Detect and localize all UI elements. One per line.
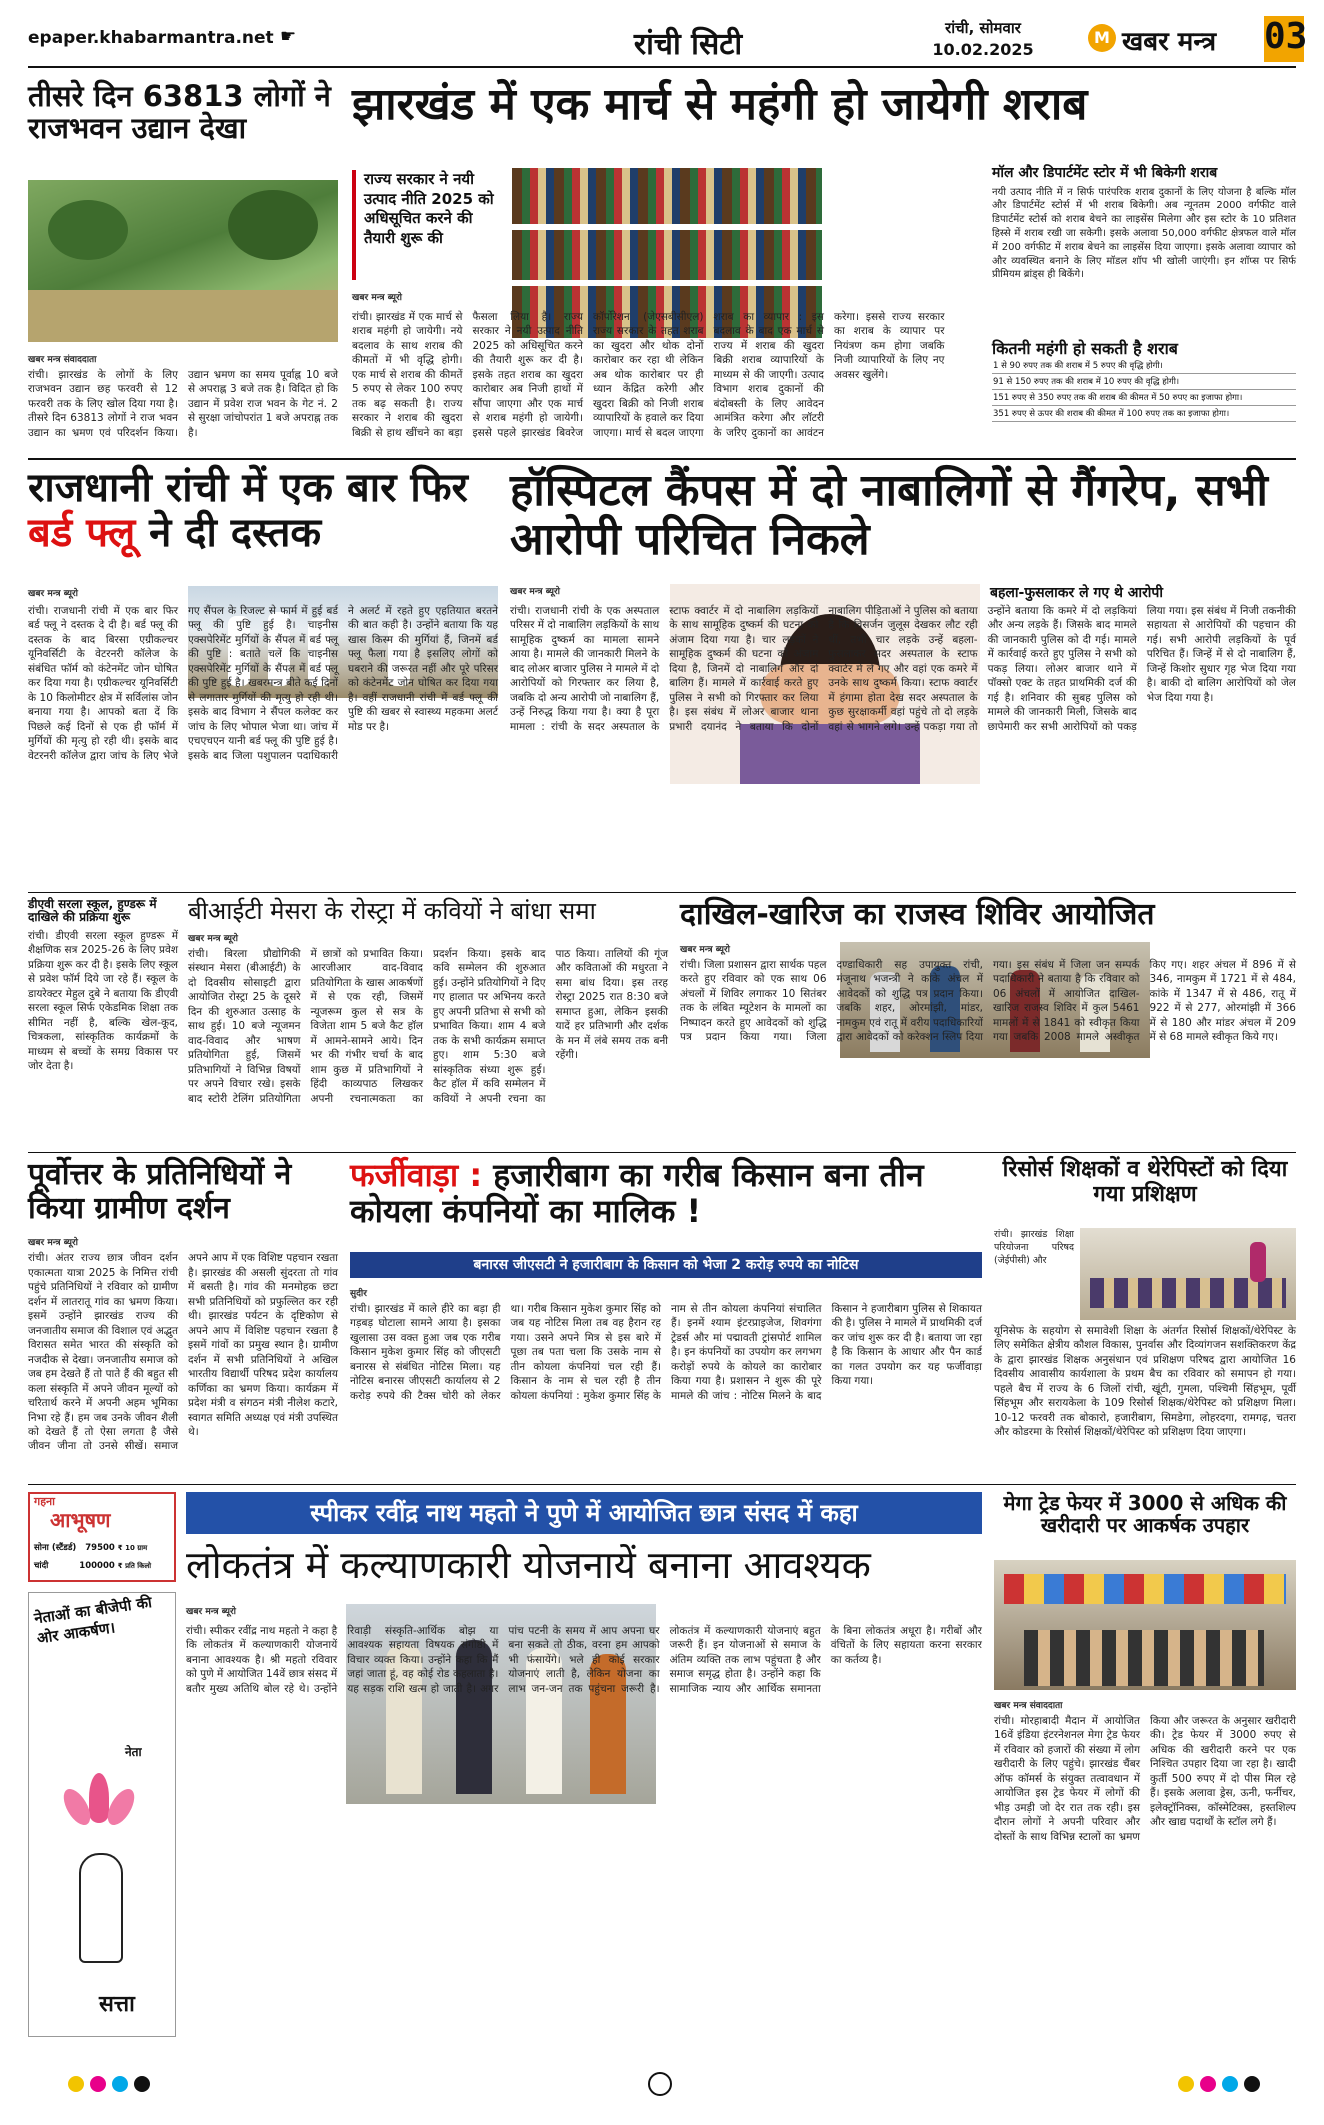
article-speaker: [186, 1492, 982, 2040]
sidebar-body: नयी उत्पाद नीति में न सिर्फ पारंपरिक शराब दुकानों के लिए योजना है बल्कि मॉल और डिपार्टमेंट स्टोर्स में भी शराब बिकेगी। अब न्यूनतम 2000 वर्गफीट वाले डिपार्टमेंट स्टोर्स को शराब बेचने का लाइसेंस मिलेगा और इस स्टोर के 10 प्रतिशत हिस्से में शराब रखी जा सकेगी। इसके अलावा 50,000 वर्गफीट क्षेत्रफल वाले मॉल में 200 वर्गफीट में शराब बेचने का लाइसेंस दिया जाएगा। इसके अलावा व्यापार को और व्यवस्थित बनाने के लिए मॉडल शॉप भी खोली जाएंगी। इन शॉप्स पर सिर्फ प्रीमियम ब्रांड्स ही बिकेंगे।: [992, 186, 1296, 281]
gold-label: सोना (स्टैंडर्ड): [34, 1543, 77, 1553]
trade-fair-photo: [994, 1560, 1296, 1690]
headline: झारखंड में एक मार्च से महंगी हो जायेगी शराब: [352, 79, 1088, 130]
article-rajbhavan: [28, 80, 338, 452]
edition-city-day: रांची, सोमवार: [945, 19, 1021, 37]
article-trade-fair: [994, 1492, 1296, 2040]
headline: डीएवी सरला स्कूल, हुण्डरू में दाखिले की प्रक्रिया शुरू: [28, 897, 157, 925]
price-row: 1 से 90 रुपए तक की शराब में 5 रुपए की वृद्धि होगी।: [992, 358, 1296, 374]
silver-value: 100000: [79, 1561, 115, 1571]
article-gangrape: [510, 466, 1296, 886]
silver-label: चांदी: [34, 1561, 49, 1571]
byline: खबर मन्त्र ब्यूरो: [186, 1607, 236, 1617]
price-row: 351 रुपए से ऊपर की शराब की कीमत में 100 रुपए तक का इजाफा होगा।: [992, 405, 1296, 421]
divider: [28, 458, 1296, 460]
article-body: रांची। बिरला प्रौद्योगिकी संस्थान मेसरा (बीआईटी) के दो दिवसीय सोसाइटी द्वारा आयोजित रोस्ट्रा 25 के दूसरे दिन की शुरुआत उत्साह के साथ हुई। 10 बजे न्यूजमन वाद-विवाद और भाषण प्रतियोगिता हुई, जिसमें प्रतिभागियों ने विभिन्न विषयों पर अपने विचार रखे। इसके बाद स्टोरी टेलिंग प्रतियोगिता में छात्रों को प्रभावित किया। आरजीआर वाद-विवाद प्रतियोगिता के खास आकर्षणों में से एक रही, जिसमें न्यूजरूम कुल से सत्र के विजेता शाम 5 बजे कैट हॉल में आमने-सामने आये। दिन भर की गंभीर चर्चा के बाद शाम कुछ में प्रतिभागियों ने हिंदी काव्यपाठ लिखकर अपनी रचनात्मकता का प्रदर्शन किया। इसके बाद कवि सम्मेलन की शुरुआत हुई। उन्होंने प्रतियोगियों ने दिए गए हालात पर अभिनय करते हुए अपनी प्रतिभा से सभी को प्रभावित किया। शाम 4 बजे तक के सभी कार्यक्रम समाप्त हुए। शाम 5:30 बजे सांस्कृतिक संध्या शुरू हुई। कैट हॉल में कवि सम्मेलन में कवियों ने अपनी रचना का पाठ किया। तालियों की गूंज और कविताओं की मधुरता ने समा बांध दिया। इस तरह रोस्ट्रा 2025 रात 8:30 बजे समाप्त हुआ, लेकिन इसकी यादें हर प्रतिभागी और दर्शक के मन में लंबे समय तक बनी रहेंगी।: [188, 947, 668, 1105]
byline: खबर मन्त्र ब्यूरो: [510, 587, 560, 597]
sidebar-mall: [992, 166, 1296, 452]
price-row: 91 से 150 रुपए तक की शराब में 10 रुपए की वृद्धि होगी।: [992, 373, 1296, 389]
headline: रिसोर्स शिक्षकों व थेरेपिस्टों को दिया गया प्रशिक्षण: [1002, 1157, 1288, 1207]
headline: मेगा ट्रेड फेयर में 3000 से अधिक की खरीदारी पर आकर्षक उपहार: [1003, 1491, 1287, 1538]
byline: खबर मन्त्र संवाददाता: [28, 355, 97, 365]
article-liquor: [352, 80, 1296, 452]
headline: दाखिल-खारिज का राजस्व शिविर आयोजित: [680, 897, 1155, 932]
brand-top: गहना: [34, 1495, 55, 1508]
headline: राजधानी रांची में एक बार फिर बर्ड फ्लू ने दी दस्तक: [28, 465, 468, 556]
cartoon-label-right: नेता: [125, 1745, 142, 1759]
article-body: रांची। राजधानी रांची में एक बार फिर बर्ड फ्लू ने दस्तक दे दी है। बर्ड फ्लू की दस्तक के बाद बिरसा एग्रीकल्चर यूनिवर्सिटी के वेटरनरी कॉलेज के संबंधित फॉर्म को कंटेनमेंट जोन घोषित कर दिया गया है। एग्रीकल्चर यूनिवर्सिटी के 10 किलोमीटर क्षेत्र में सर्विलांस जोन बनाया गया है। आपको बता दें कि पिछले कई दिनों से एक ही फॉर्म में मुर्गियों की मृत्यु हो रही थी। इसके बाद वेटरनरी कॉलेज द्वारा जांच के लिए भेजे गए सैंपल के रिजल्ट से फार्म में हुई बर्ड फ्लू की पुष्टि हुई है। चाइनीस एक्सपेरिमेंट मुर्गियों के सैंपल में बर्ड फ्लू की पुष्टि : बताते चलें कि चाइनीस एक्सपेरिमेंट मुर्गियों के सैंपल में बर्ड फ्लू की पुष्टि हुई है। खबरमन्त्र बीते कई दिनों से लगातार मुर्गियों की मृत्यु हो रही थी। इसके बाद विभाग ने सैंपल कलेक्ट कर जांच के लिए भोपाल भेजा था। जांच में एचएचएन यानी बर्ड फ्लू की पुष्टि हुई है। इसके बाद जिला पशुपालन पदाधिकारी ने अलर्ट में रहते हुए एहतियात बरतने की बात कही है। उन्होंने बताया कि यह खास किस्म की मुर्गियां हैं, जिनमें बर्ड फ्लू फैला गया है इसलिए लोगों को घबराने की जरूरत नहीं और पूरे परिसर को कंटेनमेंट जोन घोषित कर दिया गया है। वहीं राजधानी रांची में बर्ड फ्लू की पुष्टि की खबर से स्वास्थ्य महकमा अलर्ट मोड पर है।: [28, 605, 498, 762]
garden-photo: [28, 180, 338, 342]
article-revenue-camp: [680, 898, 1296, 1148]
article-farmer-fraud: [350, 1158, 982, 1478]
price-table: [992, 358, 1296, 422]
divider: [28, 1152, 1296, 1153]
brand-name: आभूषण: [50, 1508, 111, 1532]
article-body: रांची। झारखंड में एक मार्च से शराब महंगी हो जायेगी। नये बदलाव के साथ शराब की कीमतों में भी वृद्धि होगी। एक मार्च से शराब की कीमतें 5 रुपए से लेकर 100 रुपए तक बढ़ सकती है। राज्य सरकार ने शराब की खुदरा बिक्री से हाथ खींचने का बड़ा फैसला लिया है। राज्य सरकार ने नयी उत्पाद नीति 2025 को अधिसूचित करने की तैयारी शुरू कर दी है। इसके तहत शराब का खुदरा कारोबार अब निजी हाथों में सौंपा जाएगा और एक मार्च से शराब महंगी हो जायेगी। इससे पहले झारखंड बिवरेज कॉर्पोरेशन (जेएसबीसीएल) राज्य सरकार के तहत शराब का खुदरा और थोक दोनों कारोबार कर रहा थी लेकिन अब थोक कारोबार पर ही ध्यान केंद्रित करेगी और खुदरा बिक्री को निजी शराब व्यापारियों के हवाले कर दिया जाएगा। मार्च से बदल जाएगा शराब का व्यापार : इस बदलाव के बाद एक मार्च से राज्य में शराब की खुदरा बिक्री शराब व्यापारियों के माध्यम से की जाएगी। उत्पाद विभाग शराब दुकानों की बंदोबस्ती के लिए आवेदन आमंत्रित करेगा और लॉटरी के जरिए दुकानों का आवंटन करेगा। इससे राज्य सरकार का शराब के व्यापार पर नियंत्रण कम होगा जबकि निजी व्यापारियों के लिए नए अवसर खुलेंगे।: [352, 311, 945, 439]
byline: खबर मन्त्र ब्यूरो: [680, 945, 730, 955]
cartoon: [28, 1592, 176, 2037]
registration-target-icon: [648, 2072, 672, 2096]
gold-value: 79500: [85, 1543, 115, 1553]
article-resource-teachers: [994, 1158, 1296, 1478]
cartoon-label-left: सत्ता: [99, 1992, 135, 2017]
sidebar-headline: मॉल और डिपार्टमेंट स्टोर में भी बिकेगी शराब: [992, 165, 1218, 181]
byline: खबर मन्त्र ब्यूरो: [28, 1238, 78, 1249]
article-dav-school: [28, 898, 178, 1148]
byline: सुदीर: [350, 1289, 367, 1299]
price-row: 151 रुपए से 350 रुपए तक की शराब की कीमत में 50 रुपए का इजाफा होगा।: [992, 389, 1296, 405]
byline: खबर मन्त्र ब्यूरो: [352, 293, 402, 303]
article-northeast: [28, 1158, 338, 1478]
footer-registration-marks: [28, 2070, 1296, 2100]
headline: लोकतंत्र में कल्याणकारी योजनायें बनाना आवश्यक: [186, 1543, 871, 1587]
headline: बीआईटी मेसरा के रोस्ट्रा में कवियों ने बांधा समा: [188, 897, 596, 925]
masthead: [28, 12, 1308, 68]
headline: फर्जीवाड़ा : हजारीबाग का गरीब किसान बना तीन कोयला कंपनियों का मालिक !: [350, 1156, 924, 1230]
byline: रांची। झारखंड शिक्षा परियोजना परिषद (जेईपीसी) और: [994, 1229, 1074, 1267]
byline: खबर मन्त्र ब्यूरो: [28, 589, 78, 599]
divider: [28, 892, 1296, 893]
cursor-icon: ☛: [280, 26, 297, 47]
epaper-url[interactable]: epaper.khabarmantra.net: [28, 28, 274, 48]
gold-rate-box: [28, 1492, 176, 1582]
training-photo: [1080, 1228, 1296, 1320]
article-bit-mesra: [188, 898, 668, 1148]
silver-unit: ₹ प्रति किलो: [117, 1562, 152, 1570]
divider: [28, 1484, 1296, 1485]
lotus-icon: [59, 1773, 139, 1833]
headline: तीसरे दिन 63813 लोगों ने राजभवन उद्यान देखा: [28, 79, 331, 146]
article-body: रांची। झारखंड में काले हीरे का बड़ा ही गड़बड़ घोटाला सामने आया है। इसका खुलासा उस वक्त हुआ जब एक गरीब किसान मुकेश कुमार सिंह को जीएसटी बनारस से संबंधित नोटिस मिला। यह नोटिस बनारस जीएसटी कार्यालय से 2 करोड़ रुपये की टैक्स चोरी को लेकर था। गरीब किसान मुकेश कुमार सिंह को जब यह नोटिस मिला तब वह हैरान रह गया। उसने अपने मित्र से इस बारे में पूछा तब पता चला कि उसके नाम से तीन कोयला कंपनियां चल रही हैं। किसान के नाम से चल रही है तीन कोयला कंपनियां : मुकेश कुमार सिंह के नाम से तीन कोयला कंपनियां संचालित हैं। इनमें श्याम इंटरप्राइजेज, शिवगंगा ट्रेडर्स और मां पद्मावती ट्रांसपोर्ट शामिल है। इन कंपनियों का उपयोग कर लगभग करोड़ों रुपये के कोयले का कारोबार किया गया है। प्रशासन ने शुरू की पूरे मामले की जांच : नोटिस मिलने के बाद किसान ने हजारीबाग पुलिस से शिकायत की है। पुलिस ने मामले में प्राथमिकी दर्ज कर जांच शुरू कर दी है। बताया जा रहा है कि किसान के आधार और पैन कार्ड का गलत उपयोग कर यह फर्जीवाड़ा किया गया।: [350, 1303, 982, 1402]
subhead-band: बनारस जीएसटी ने हजारीबाग के किसान को भेजा 2 करोड़ रुपये का नोटिस: [350, 1252, 982, 1278]
kicker: राज्य सरकार ने नयी उत्पाद नीति 2025 को अधिसूचित करने की तैयारी शुरू की: [352, 170, 502, 280]
byline: खबर मन्त्र संवाददाता: [994, 1701, 1063, 1711]
article-body: रांची। राजधानी रांची के एक अस्पताल परिसर में दो नाबालिग लड़कियों के साथ सामूहिक दुष्कर्म का मामला सामने आया है। मामले की जानकारी मिलने के बाद लोअर बाजार पुलिस ने मामले में दो आरोपियों को गिरफ्तार कर लिया है, जबकि दो अन्य आरोपी जो नाबालिग हैं, उन्हें निरुद्ध किया गया है। क्या है पूरा मामला : रांची के सदर अस्पताल के स्टाफ क्वार्टर में दो नाबालिग लड़कियों के साथ सामूहिक दुष्कर्म की घटना को अंजाम दिया गया है। चार लड़कों ने सामूहिक दुष्कर्म की घटना को अंजाम दिया है, जिनमें दो नाबालिग और दो बालिग हैं। मामले में कार्रवाई करते हुए पुलिस ने सभी को गिरफ्तार कर लिया है। इस संबंध में लोअर बाजार थाना प्रभारी दयानंद ने बताया कि दोनों नाबालिग पीड़िताओं ने पुलिस को बताया है कि विसर्जन जुलूस देखकर लौट रही थीं, तभी चार लड़के उन्हें बहला-फुसलाकर सदर अस्पताल के स्टाफ क्वार्टर में ले गए और वहां एक कमरे में उनके साथ दुष्कर्म किया। स्टाफ क्वार्टर में हंगामा होता देख सदर अस्पताल के कुछ सुरक्षाकर्मी वहां पहुंचे तो दो लड़के वहां से भागने लगे। उन्हें पकड़ा गया तो उन्होंने बताया कि कमरे में दो लड़कियां और अन्य लड़के हैं। जिसके बाद मामले की जानकारी पुलिस को दी गई। मामले में कार्रवाई करते हुए पुलिस ने सभी को पकड़ लिया। लोअर बाजार थाने में पॉक्सो एक्ट के तहत प्राथमिकी दर्ज की गई है। शनिवार की सुबह पुलिस को मामले की जानकारी मिली, जिसके बाद छापेमारी कर सभी आरोपियों को पकड़ लिया गया। इस संबंध में निजी तकनीकी सहायता से आरोपियों की पहचान की गई। सभी आरोपी लड़कियों के पूर्व परिचित हैं। जिन्हें में से दो नाबालिग हैं, जिन्हें किशोर सुधार गृह भेज दिया गया है। बाकी दो बालिग आरोपियों को जेल भेज दिया गया है।: [510, 605, 1296, 733]
article-body: रांची। अंतर राज्य छात्र जीवन दर्शन एकात्मता यात्रा 2025 के निमित्त रांची पहुंचे प्रतिनिधियों ने रविवार को ग्रामीण दर्शन में लातरातू गांव का भ्रमण किया। इसमें उन्होंने झारखंड राज्य की जनजातीय समाज की विशाल एवं अद्भुत विरासत समेत भारत की संस्कृति को नजदीक से देखा। जनजातीय समाज को जब हम देखते हैं तो पाते हैं की बहुत सी कला संस्कृति में अपने जीवन मूल्यों को चरितार्थ करने में अपनी अहम भूमिका निभा रहे हैं। हम जब उनके जीवन शैली को देखते हैं तो ऐसा लगता है जैसे जीवन जीना तो उनसे सीखें। समाज अपने आप में एक विशिष्ट पहचान रखता है। झारखंड की असली सुंदरता तो गांव में बसती है। गांव की मनमोहक छटा सभी प्रतिनिधियों को प्रफुल्लित कर रही थी। झारखंड पर्यटन के दृष्टिकोण से अपने आप में विशिष्ट पहचान रखता है इसमें गांवों का प्रमुख स्थान है। ग्रामीण दर्शन में सभी प्रतिनिधियों ने अखिल भारतीय विद्यार्थी परिषद प्रदेश कार्यालय कर्णिका का भ्रमण किया। कार्यक्रम में प्रदेश मंत्री व संगठन मंत्री नीलेश कटारे, स्वागत समिति अध्यक्ष एवं मंत्री उपस्थित थे।: [28, 1252, 338, 1453]
article-bird-flu: [28, 466, 498, 886]
edition-date: 10.02.2025: [932, 40, 1034, 59]
cartoon-caption: नेताओं का बीजेपी की ओर आकर्षण।: [33, 1593, 153, 1648]
section-title: रांची सिटी: [633, 27, 743, 62]
article-body: रांची। जिला प्रशासन द्वारा सार्थक पहल करते हुए रविवार को एक साथ 06 अंचलों में शिविर लगाकर 10 सितंबर तक के लंबित म्यूटेशन के मामलों का निष्पादन करते हुए आवेदकों को शुद्धि पत्र प्रदान किया गया। जिला दण्डाधिकारी सह उपायुक्त रांची, मंजूनाथ भजन्त्री ने कांके अंचल में आवेदकों को शुद्धि पत्र प्रदान किया। जबकि शहर, ओरमांझी, मांडर, नामकुम एवं रातू में वरीय पदाधिकारियों द्वारा आवेदकों को करेक्शन स्लिप दिया गया। इस संबंध में जिला जन सम्पर्क पदाधिकारी ने बताया है कि रविवार को 06 अंचलों में आयोजित दाखिल-खारिज राजस्व शिविर में कुल 5461 मामलों में से 1841 को स्वीकृत किया गया जबकि 2008 मामले अस्वीकृत किए गए। शहर अंचल में 896 में से 346, नामकुम में 1721 में से 484, कांके में 1347 में से 486, रातू में 922 में से 277, ओरमांझी में 366 में से 180 और मांडर अंचल में 209 में से 68 मामले स्वीकृत किये गए।: [680, 959, 1296, 1044]
headline: पूर्वोत्तर के प्रतिनिधियों ने किया ग्रामीण दर्शन: [28, 1157, 292, 1226]
cartoon-figure: [79, 1853, 123, 1963]
article-body: यूनिसेफ के सहयोग से समावेशी शिक्षा के अंतर्गत रिसोर्स शिक्षकों/थेरेपिस्ट के लिए समेकित क्षेत्रीय कौशल विकास, पुनर्वास और दिव्यांगजन सशक्तिकरण केंद्र के द्वारा झारखंड शिक्षक अनुसंधान एवं प्रशिक्षण परिषद द्वारा आयोजित 16 दिवसीय आवासीय कार्यशाला के प्रथम बैच का रविवार को समापन हो गया। पहले बैच में राज्य के 6 जिलों रांची, खूंटी, गुमला, पश्चिमी सिंहभूम, पूर्वी सिंहभूम और सरायकेला के 109 रिसोर्स शिक्षक/थेरेपिस्ट को प्रशिक्षण मिला। 10-12 फरवरी तक बोकारो, हजारीबाग, सिमडेगा, लोहरदगा, रामगढ़, चतरा और कोडरमा के रिसोर्स शिक्षकों/थेरेपिस्ट को प्रशिक्षण दिया जाएगा।: [994, 1325, 1296, 1439]
paper-name: खबर मन्त्र: [1122, 27, 1217, 57]
paper-logo-icon: M: [1088, 24, 1116, 52]
article-body: रांची। झारखंड के लोगों के लिए राजभवन उद्यान छह फरवरी से 12 फरवरी तक के लिए खोल दिया गया है। तीसरे दिन 63813 लोगों ने राज भवन उद्यान का भ्रमण एवं परिदर्शन किया। उद्यान भ्रमण का समय पूर्वाह्न 10 बजे से अपराह्न 3 बजे तक है। विदित हो कि उद्यान में प्रवेश राज भवन के गेट नं. 2 से सुरक्षा जांचोपरांत 1 बजे अपराह्न तक है।: [28, 369, 338, 439]
article-body: रांची। मोरहाबादी मैदान में आयोजित 16वें इंडिया इंटरनेशनल मेगा ट्रेड फेयर में रविवार को हजारों की संख्या में लोग खरीदारी के लिए पहुंचे। झारखंड चैंबर ऑफ कॉमर्स के संयुक्त तत्वावधान में आयोजित इस ट्रेड फेयर में लोगों की भीड़ उमड़ी जो देर रात तक रही। इस दौरान लोगों ने अपनी परिवार और दोस्तों के साथ विभिन्न स्टालों का भ्रमण किया और जरूरत के अनुसार खरीदारी की। ट्रेड फेयर में 3000 रुपए से अधिक की खरीदारी करने पर एक निश्चित उपहार दिया जा रहा है। खादी कुर्ती 500 रुपए में दो पीस मिल रहे हैं। इसके अलावा ड्रेस, ऊनी, फर्नीचर, इलेक्ट्रॉनिक्स, कॉस्मेटिक्स, हस्तशिल्प और खाद्य पदार्थों के स्टॉल लगे हैं।: [994, 1715, 1296, 1843]
gold-unit: ₹ 10 ग्राम: [117, 1544, 148, 1552]
byline: खबर मन्त्र ब्यूरो: [188, 933, 238, 944]
article-body: रांची। डीएवी सरला स्कूल हुण्डरू में शैक्षणिक सत्र 2025-26 के लिए प्रवेश प्रक्रिया शुरू कर दी है। इसके लिए स्कूल से प्रवेश फॉर्म दिये जा रहे हैं। स्कूल के डायरेक्टर मेहुल दुबे ने बताया कि डीएवी सरला स्कूल सिर्फ एकेडमिक शिक्षा तक सीमित नहीं है, बल्कि खेल-कूद, चित्रकला, सांस्कृतिक कार्यक्रमों के माध्यम से बच्चों के समग्र विकास पर जोर देता है।: [28, 929, 178, 1073]
headline: हॉस्पिटल कैंपस में दो नाबालिगों से गैंगरेप, सभी आरोपी परिचित निकले: [510, 465, 1268, 566]
price-box-title: कितनी महंगी हो सकती है शराब: [992, 338, 1178, 358]
article-body: रांची। स्पीकर रवींद्र नाथ महतो ने कहा है कि लोकतंत्र में कल्याणकारी योजनायें बनाना आवश्यक है। श्री महतो रविवार को पुणे में आयोजित 14वें छात्र संसद में बतौर मुख्य अतिथि बोल रहे थे। उन्होंने रिवाड़ी संस्कृति-आर्थिक बोझ या आवश्यक सहायता विषयक संगोष्ठी में विचार व्यक्त किया। उन्होंने कहा कि मैं जहां जाता हूं, वह कोई रोड कहलाता है। यह सड़क राशि खत्म हो जाती है। अगर पांच पटनी के समय में आप अपना घर बना सकते तो ठीक, वरना हम आपको भी फंसायेंगे। भले ही कोई सरकार योजनाएं लाती है, लेकिन योजना का लाभ जन-जन तक पहुंचना जरूरी है। लोकतंत्र में कल्याणकारी योजनाएं बहुत जरूरी हैं। इन योजनाओं से समाज के अंतिम व्यक्ति तक लाभ पहुंचता है और समाज समृद्ध होता है। उन्होंने कहा कि सामाजिक न्याय और आर्थिक समानता के बिना लोकतंत्र अधूरा है। गरीबों और वंचितों के लिए सहायता करना सरकार का कर्तव्य है।: [186, 1625, 982, 1695]
page-number: 03: [1264, 16, 1304, 62]
sub-heading: बहला-फुसलाकर ले गए थे आरोपी: [990, 585, 1164, 601]
article-body-continued: [832, 168, 982, 448]
subhead-band: स्पीकर रवींद्र नाथ महतो ने पुणे में आयोजित छात्र संसद में कहा: [186, 1492, 982, 1534]
